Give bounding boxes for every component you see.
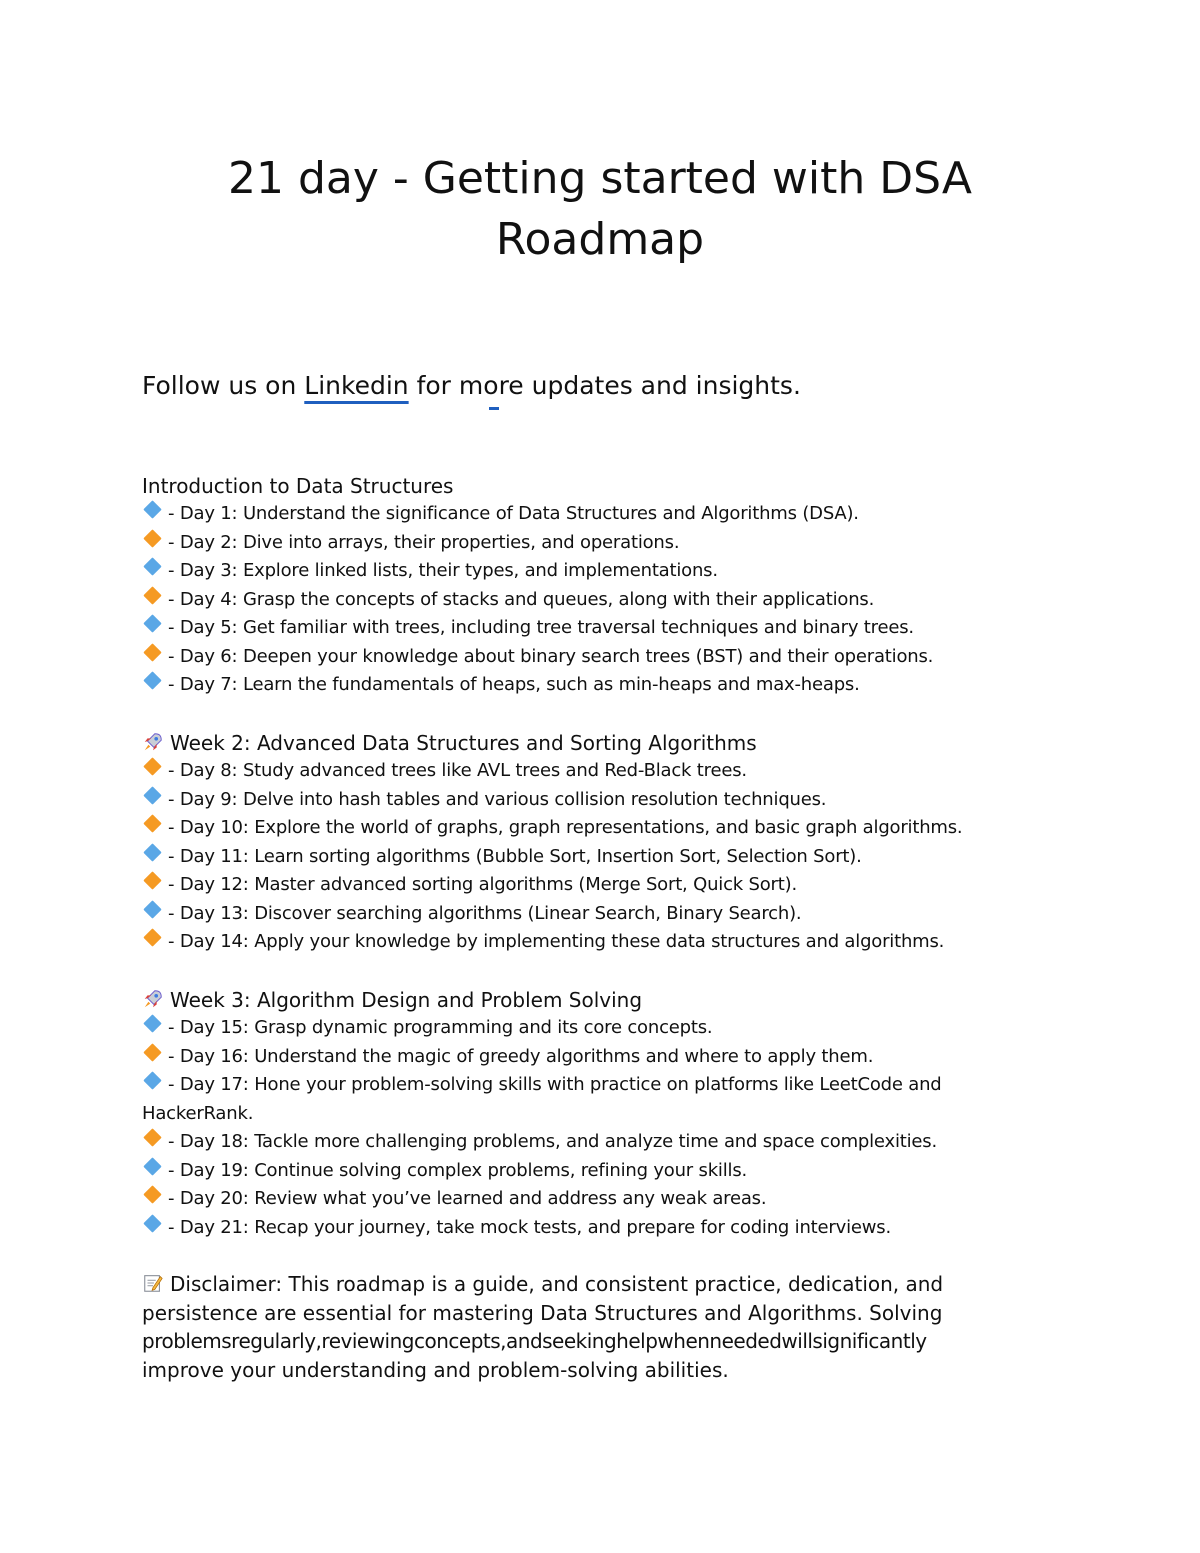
list-item: - Day 7: Learn the fundamentals of heaps, such as min-heaps and max-heaps. (142, 671, 1042, 700)
day-text: Grasp the concepts of stacks and queues, along with their applications. (237, 588, 875, 610)
list-item: - Day 3: Explore linked lists, their types, and implementations. (142, 557, 1042, 586)
day-text: Explore linked lists, their types, and implementations. (237, 560, 718, 581)
day-text: Hone your problem-solving skills with practice on platforms like LeetCode and HackerRank. (142, 1074, 942, 1124)
blue-diamond-icon (143, 1214, 161, 1232)
day-label: Day 16: (179, 1045, 249, 1067)
section-heading-text: Week 2: Advanced Data Structures and Sorting Algorithms (170, 731, 757, 755)
day-label: Day 7: (179, 674, 238, 695)
rocket-icon (142, 988, 164, 1010)
section-heading (142, 986, 1042, 1014)
orange-diamond-icon (143, 643, 161, 661)
title-line-1: 21 day - Getting started with DSA (228, 153, 972, 204)
orange-diamond-icon (143, 586, 161, 604)
section-week3 (142, 986, 1042, 1242)
list-item: - Day 11: Learn sorting algorithms (Bubble Sort, Insertion Sort, Selection Sort). (142, 843, 1042, 872)
orange-diamond-icon (143, 529, 161, 547)
disclaimer-line: persistence are essential for mastering Data Structures and Algorithms. Solving (142, 1300, 943, 1325)
day-text: Recap your journey, take mock tests, and prepare for coding interviews. (248, 1216, 891, 1238)
section-list (142, 1014, 1042, 1242)
day-label: Day 14: (179, 931, 249, 952)
day-label: Day 3: (179, 560, 238, 581)
title-line-2: Roadmap (495, 214, 705, 265)
page-title (0, 148, 1200, 270)
orange-diamond-icon (143, 1185, 161, 1203)
spellcheck-mark: o (483, 368, 498, 404)
day-text: Get familiar with trees, including tree traversal techniques and binary trees. (237, 617, 914, 638)
day-label: Day 18: (179, 1131, 249, 1152)
day-text: Delve into hash tables and various collision resolution techniques. (237, 788, 827, 810)
list-item: - Day 4: Grasp the concepts of stacks and queues, along with their applications. (142, 586, 1042, 615)
follow-middle: for m (408, 371, 484, 400)
day-label: Day 13: (179, 902, 249, 924)
linkedin-link[interactable]: Linkedin (304, 371, 409, 400)
day-label: Day 5: (179, 617, 238, 638)
day-text: Explore the world of graphs, graph representations, and basic graph algorithms. (248, 817, 963, 838)
orange-diamond-icon (143, 814, 161, 832)
section-heading (142, 729, 1042, 757)
day-label: Day 2: (179, 531, 238, 553)
list-item: - Day 21: Recap your journey, take mock tests, and prepare for coding interviews. (142, 1214, 1042, 1243)
list-item: - Day 10: Explore the world of graphs, graph representations, and basic graph algorithms. (142, 814, 1042, 843)
day-text: Learn sorting algorithms (Bubble Sort, Insertion Sort, Selection Sort). (248, 845, 862, 867)
day-label: Day 12: (179, 874, 249, 895)
orange-diamond-icon (143, 1043, 161, 1061)
day-text: Review what you’ve learned and address any weak areas. (248, 1188, 767, 1209)
day-label: Day 1: (179, 503, 238, 524)
blue-diamond-icon (143, 671, 161, 689)
disclaimer-text-1: Disclaimer: This roadmap is a guide, and consistent practice, dedication, and (170, 1272, 944, 1296)
day-text: Dive into arrays, their properties, and operations. (237, 531, 680, 553)
day-label: Day 20: (179, 1188, 249, 1209)
day-label: Day 15: (179, 1017, 249, 1038)
day-text: Tackle more challenging problems, and analyze time and space complexities. (248, 1131, 937, 1152)
orange-diamond-icon (143, 928, 161, 946)
day-text: Master advanced sorting algorithms (Merge Sort, Quick Sort). (248, 874, 797, 895)
day-text: Grasp dynamic programming and its core concepts. (248, 1017, 713, 1038)
day-text: Understand the magic of greedy algorithms and where to apply them. (248, 1045, 874, 1067)
section-week2 (142, 729, 1042, 957)
memo-icon (142, 1272, 164, 1294)
orange-diamond-icon (143, 757, 161, 775)
list-item: - Day 13: Discover searching algorithms (Linear Search, Binary Search). (142, 900, 1042, 929)
blue-diamond-icon (143, 843, 161, 861)
blue-diamond-icon (143, 786, 161, 804)
list-item: - Day 9: Delve into hash tables and various collision resolution techniques. (142, 786, 1042, 815)
day-text: Discover searching algorithms (Linear Search, Binary Search). (248, 902, 802, 924)
orange-diamond-icon (143, 871, 161, 889)
disclaimer-line (142, 1270, 1022, 1299)
disclaimer (142, 1270, 1022, 1384)
blue-diamond-icon (143, 1071, 161, 1089)
blue-diamond-icon (143, 557, 161, 575)
list-item: - Day 18: Tackle more challenging problems, and analyze time and space complexities. (142, 1128, 1042, 1157)
list-item: - Day 6: Deepen your knowledge about binary search trees (BST) and their operations. (142, 643, 1042, 672)
day-label: Day 9: (179, 788, 238, 810)
rocket-icon (142, 731, 164, 753)
list-item: - Day 14: Apply your knowledge by implementing these data structures and algorithms. (142, 928, 1042, 957)
blue-diamond-icon (143, 614, 161, 632)
day-text: Apply your knowledge by implementing these data structures and algorithms. (248, 931, 945, 952)
day-text: Understand the significance of Data Structures and Algorithms (DSA). (237, 503, 859, 524)
day-label: Day 4: (179, 588, 238, 610)
section-intro (142, 472, 1042, 700)
day-text: Study advanced trees like AVL trees and Red-Black trees. (237, 760, 747, 781)
section-list (142, 757, 1042, 957)
list-item: - Day 15: Grasp dynamic programming and its core concepts. (142, 1014, 1042, 1043)
blue-diamond-icon (143, 1157, 161, 1175)
day-label: Day 10: (179, 817, 249, 838)
day-label: Day 8: (179, 760, 238, 781)
blue-diamond-icon (143, 900, 161, 918)
follow-line (142, 368, 801, 404)
disclaimer-line: improve your understanding and problem-solving abilities. (142, 1357, 729, 1382)
section-list (142, 500, 1042, 700)
day-text: Learn the fundamentals of heaps, such as min-heaps and max-heaps. (237, 674, 860, 695)
section-heading: Introduction to Data Structures (142, 474, 454, 498)
orange-diamond-icon (143, 1128, 161, 1146)
list-item: - Day 16: Understand the magic of greedy algorithms and where to apply them. (142, 1043, 1042, 1072)
section-heading-text: Week 3: Algorithm Design and Problem Solving (170, 988, 643, 1012)
list-item: - Day 2: Dive into arrays, their properties, and operations. (142, 529, 1042, 558)
follow-suffix: re updates and insights. (498, 371, 801, 400)
day-text: Continue solving complex problems, refining your skills. (248, 1159, 748, 1181)
day-text: Deepen your knowledge about binary search trees (BST) and their operations. (237, 645, 934, 667)
day-label: Day 6: (179, 645, 238, 667)
list-item: - Day 17: Hone your problem-solving skills with practice on platforms like LeetCode and HackerRank. (142, 1071, 1042, 1128)
disclaimer-line: problemsregularly,reviewingconcepts,andseekinghelpwhenneededwillsignificantly (142, 1329, 927, 1353)
follow-prefix: Follow us on (142, 371, 305, 400)
day-label: Day 21: (179, 1216, 249, 1238)
list-item: - Day 1: Understand the significance of Data Structures and Algorithms (DSA). (142, 500, 1042, 529)
list-item: - Day 8: Study advanced trees like AVL trees and Red-Black trees. (142, 757, 1042, 786)
list-item: - Day 12: Master advanced sorting algorithms (Merge Sort, Quick Sort). (142, 871, 1042, 900)
day-label: Day 11: (179, 845, 249, 867)
day-label: Day 17: (179, 1074, 249, 1095)
blue-diamond-icon (143, 1014, 161, 1032)
list-item: - Day 5: Get familiar with trees, including tree traversal techniques and binary trees. (142, 614, 1042, 643)
list-item: - Day 20: Review what you’ve learned and address any weak areas. (142, 1185, 1042, 1214)
day-label: Day 19: (179, 1159, 249, 1181)
blue-diamond-icon (143, 500, 161, 518)
list-item: - Day 19: Continue solving complex problems, refining your skills. (142, 1157, 1042, 1186)
